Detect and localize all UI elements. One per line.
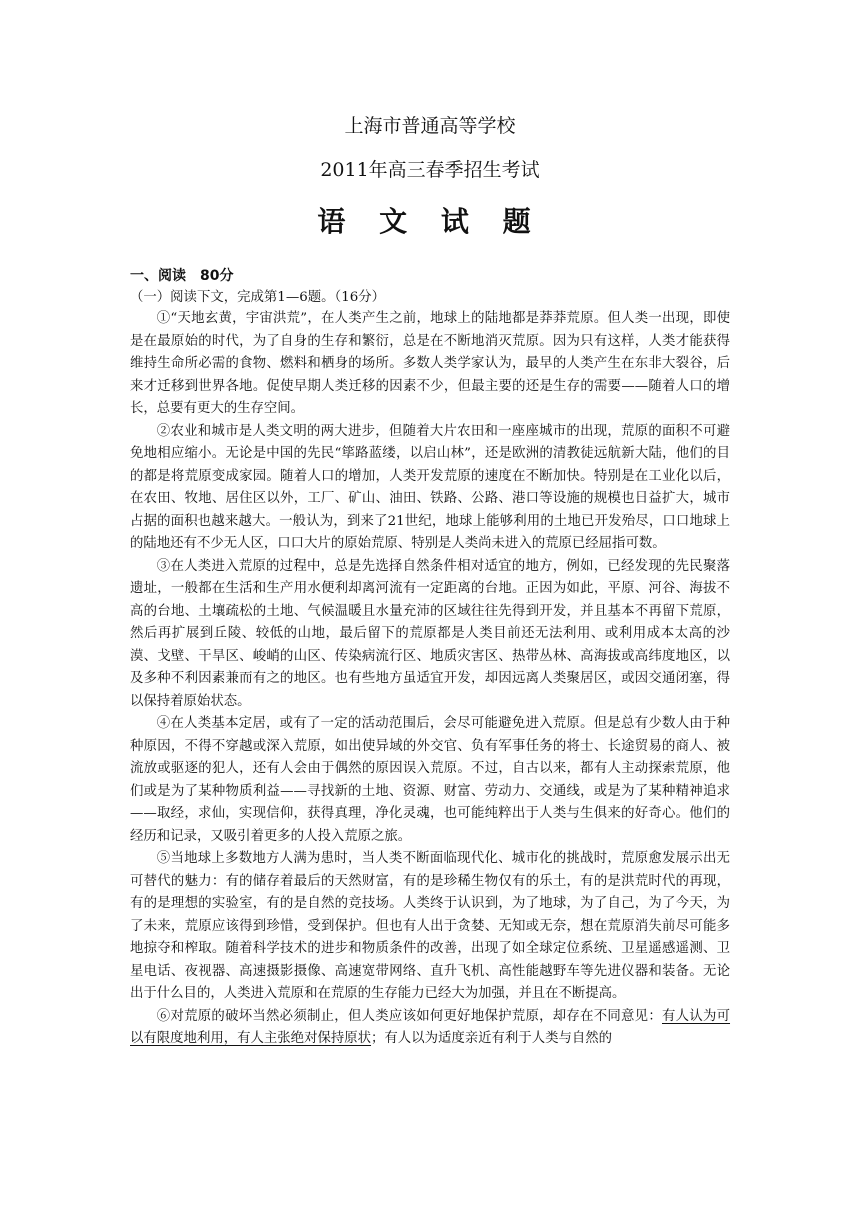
section-heading: 一、阅读 80分 — [130, 268, 234, 284]
exam-name: 2011年高三春季招生考试 — [320, 159, 540, 181]
paragraph-5: ⑤当地球上多数地方人满为患时，当人类不断面临现代化、城市化的挑战时，荒原愈发展示出无可替代的魅力：有的储存着最后的天然财富，有的是珍稀生物仅有的乐土，有的是洪荒时代的再现，有的是理想的实验室，有的是自然的竞技场。人类终于认识到，为了地球，为了自己，为了今天，为了未来，荒原应该得到珍惜，受到保护。但也有人出于贪婪、无知或无奈，想在荒原消失前尽可能多地掠夺和榨取。随着科学技术的进步和物质条件的改善，出现了如全球定位系统、卫星遥感遥测、卫星电话、夜视器、高速摄影摄像、高速宽带网络、直升飞机、高性能越野车等先进仪器和装备。无论出于什么目的，人类进入荒原和在荒原的生存能力已经大为加强，并且在不断提高。 — [130, 851, 730, 1001]
paragraph-6 — [130, 1006, 730, 1051]
school-name: 上海市普通高等学校 — [344, 115, 516, 137]
underlined-phrase: 有人认为可以有限度地利用，有人主张绝对保持原状 — [130, 1008, 731, 1046]
subject-title: 语 文 试 题 — [317, 205, 543, 238]
paragraph-2: ②农业和城市是人类文明的两大进步，但随着大片农田和一座座城市的出现，荒原的面积不可避免地相应缩小。无论是中国的先民“筚路蓝缕，以启山林”，还是欧洲的清教徒远航新大陆，他们的目的都是将荒原变成家园。随着人口的增加，人类开发荒原的速度在不断加快。特别是在工业化以后，在农田、牧地、居住区以外，工厂、矿山、油田、铁路、公路、港口等设施的规模也日益扩大，城市占据的面积也越来越大。一般认为，到来了21世纪，地球上能够利用的土地已开发殆尽，口口地球上的陆地还有不少无人区，口口大片的原始荒原、特别是人类尚未进入的荒原已经屈指可数。 — [130, 423, 730, 551]
subsection-instruction: （一）阅读下文，完成第1—6题。（16分） — [130, 290, 386, 305]
reading-section — [130, 266, 730, 1051]
paragraph-3: ③在人类进入荒原的过程中，总是先选择自然条件相对适宜的地方，例如，已经发现的先民聚落遗址，一般都在生活和生产用水便利却离河流有一定距离的台地。正因为如此，平原、河谷、海拔不高的台地、土壤疏松的土地、气候温暖且水量充沛的区域往往先得到开发，并且基本不再留下荒原，然后再扩展到丘陵、较低的山地，最后留下的荒原都是人类目前还无法利用、或利用成本太高的沙漠、戈壁、干旱区、峻峭的山区、传染病流行区、地质灾害区、热带丛林、高海拔或高纬度地区，以及多种不利因素兼而有之的地区。也有些地方虽适宜开发，却因远离人类聚居区，或因交通闭塞，得以保持着原始状态。 — [130, 558, 730, 709]
paragraph-6-tail: ；有人以为适度亲近有利于人类与自然的 — [371, 1031, 613, 1046]
paragraph-1: ①“天地玄黄，宇宙洪荒”，在人类产生之前，地球上的陆地都是莽莽荒原。但人类一出现，即使是在最原始的时代，为了自身的生存和繁衍，总是在不断地消灭荒原。因为只有这样，人类才能获得维持生命所必需的食物、燃料和栖身的场所。多数人类学家认为，最早的人类产生在东非大裂谷，后来才迁移到世界各地。促使早期人类迁移的因素不少，但最主要的还是生存的需要——随着人口的增长，总要有更大的生存空间。 — [130, 311, 730, 416]
paragraph-6-lead: ⑥对荒原的破坏当然必须制止，但人类应该如何更好地保护荒原，却存在不同意见： — [156, 1008, 662, 1024]
paragraph-4: ④在人类基本定居，或有了一定的活动范围后，会尽可能避免进入荒原。但是总有少数人由于种种原因，不得不穿越或深入荒原，如出使异域的外交官、负有军事任务的将士、长途贸易的商人、被流放或驱逐的犯人，还有人会由于偶然的原因误入荒原。不过，自古以来，都有人主动探索荒原，他们或是为了某种物质利益——寻找新的土地、资源、财富、劳动力、交通线，或是为了某种精神追求——取经，求仙，实现信仰，获得真理，净化灵魂，也可能纯粹出于人类与生俱来的好奇心。他们的经历和记录，又吸引着更多的人投入荒原之旅。 — [130, 716, 730, 844]
exam-header — [0, 112, 860, 240]
